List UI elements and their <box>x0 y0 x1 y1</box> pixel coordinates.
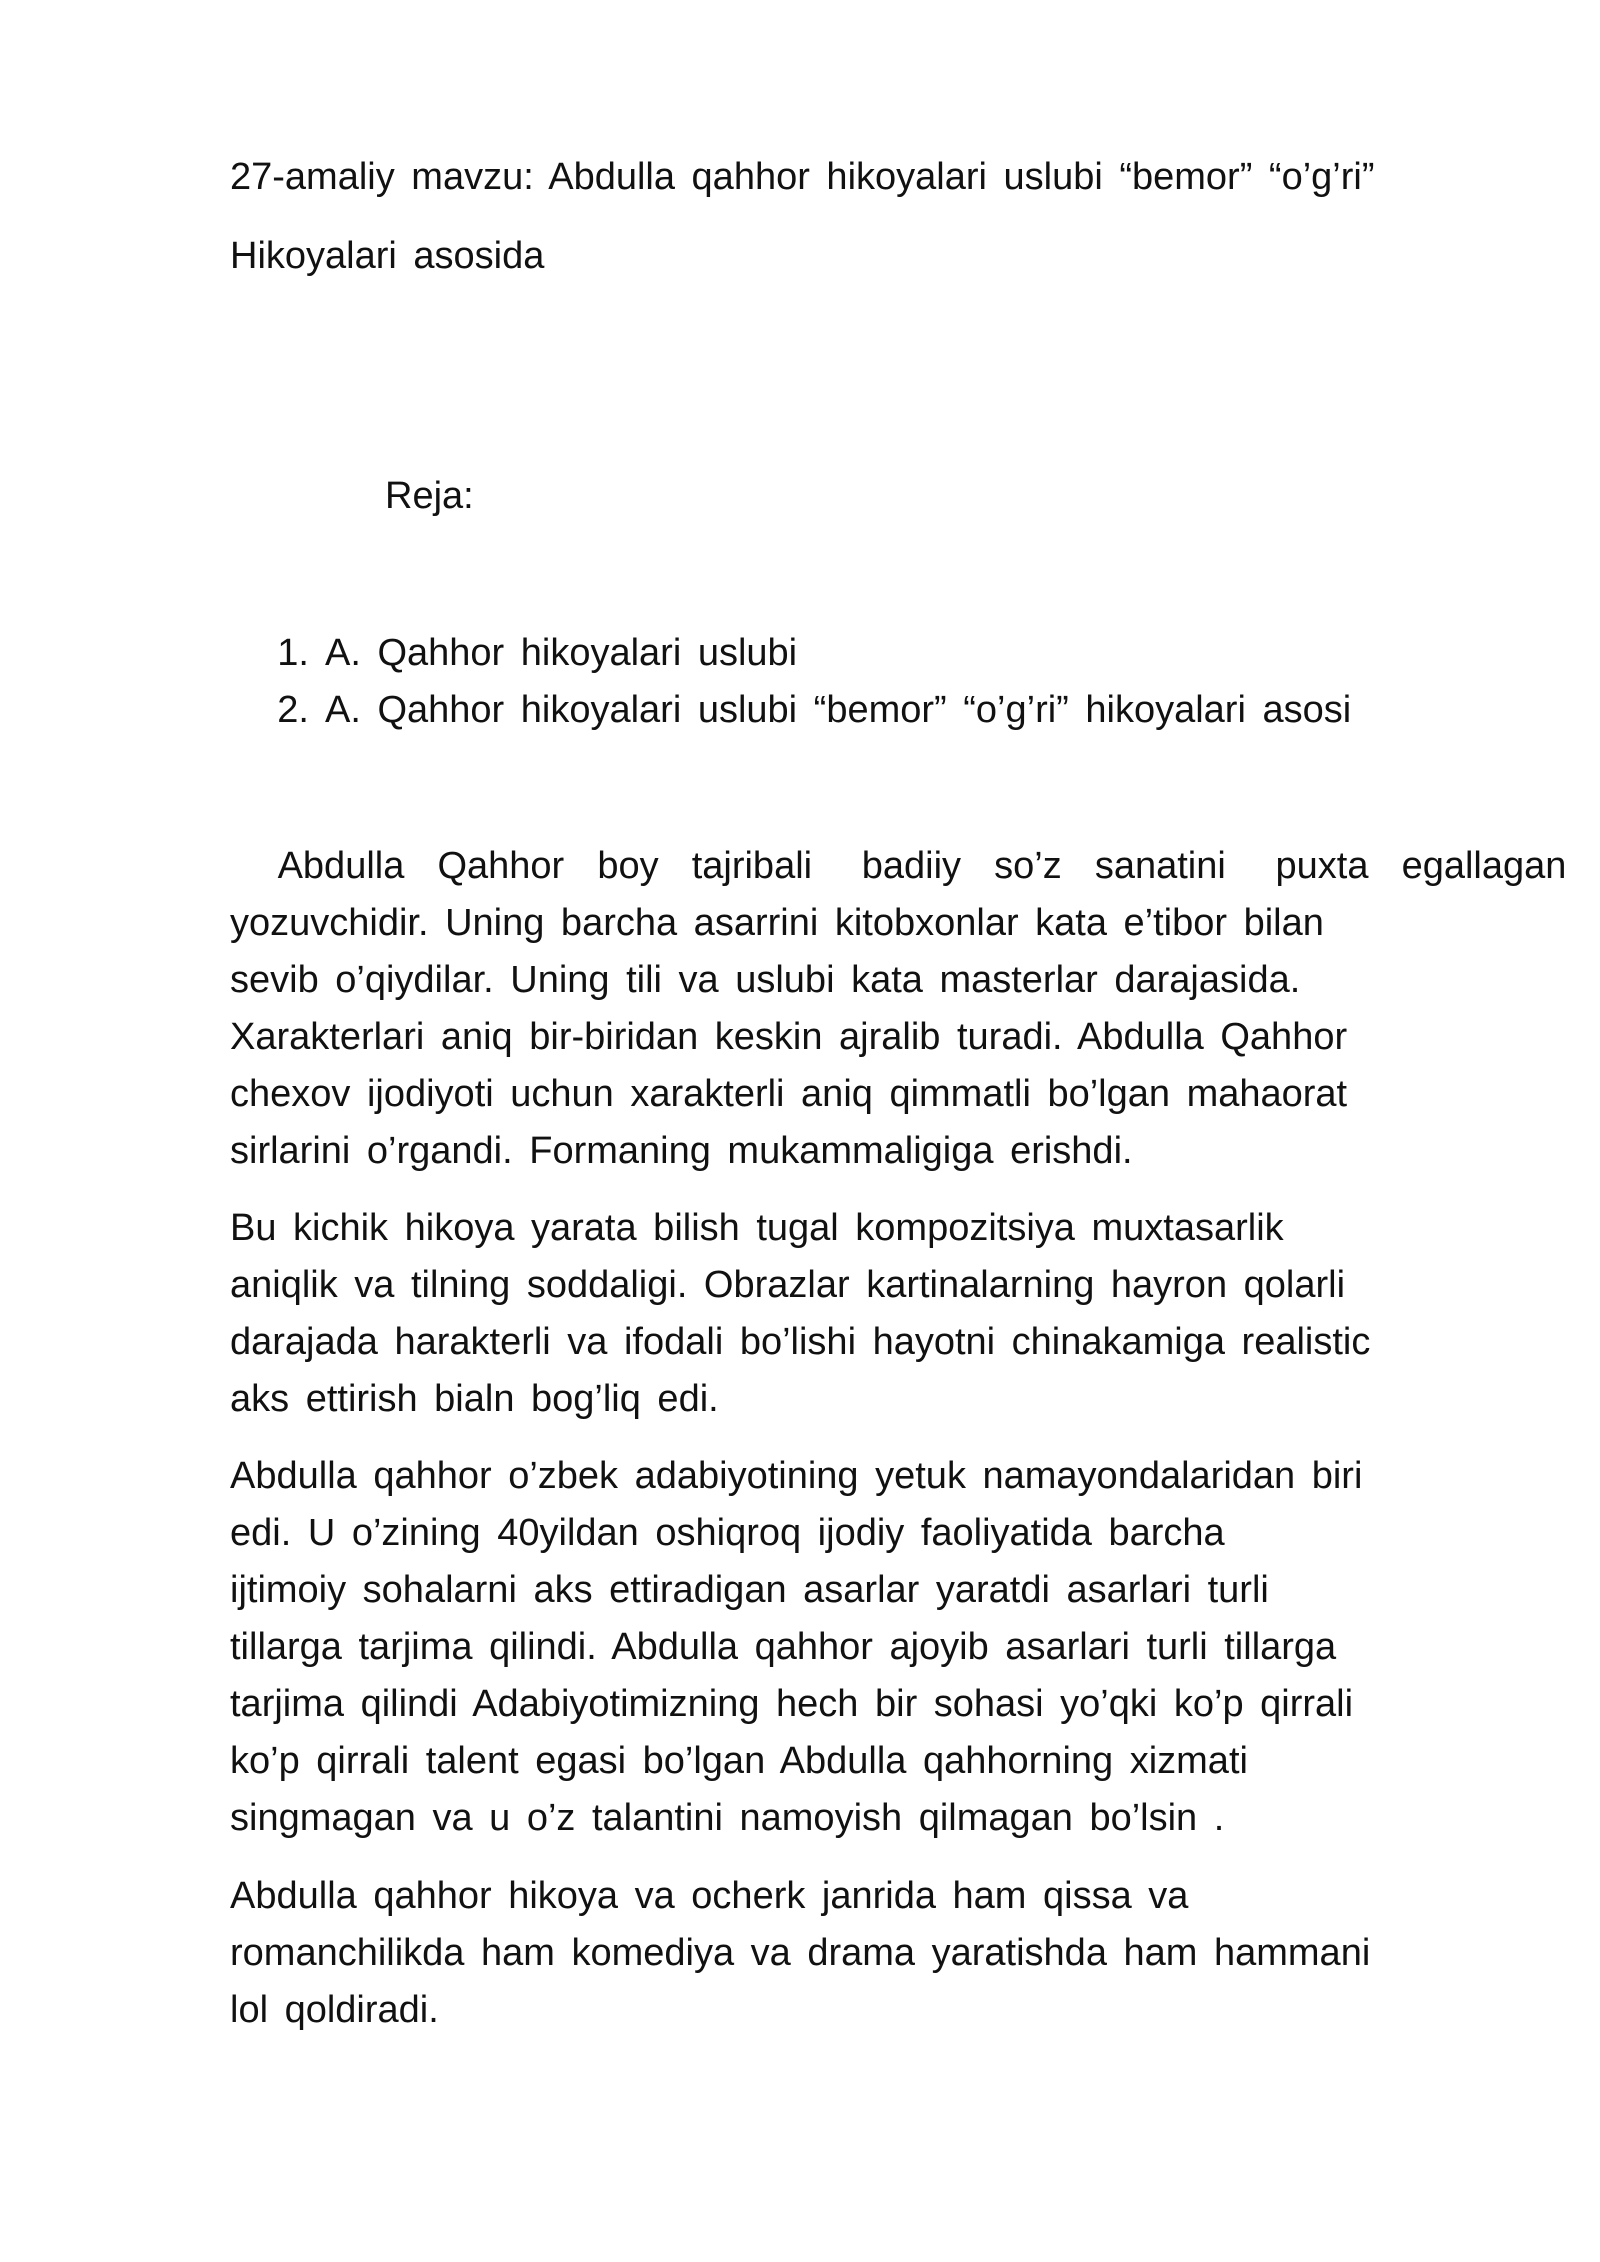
title-line: Hikoyalari asosida <box>230 235 545 277</box>
paragraph <box>230 1448 1490 1847</box>
paragraph-line: chexov ijodiyoti uchun xarakterli aniq qimmatli bo’lgan mahaorat <box>230 1073 1348 1115</box>
document-title <box>230 149 1490 307</box>
paragraph-line: sevib o’qiydilar. Uning tili va uslubi kata masterlar darajasida. <box>230 959 1301 1001</box>
paragraph-line: darajada harakterli va ifodali bo’lishi hayotni chinakamiga realistic <box>230 1321 1371 1363</box>
paragraph-line: aniqlik va tilning soddaligi. Obrazlar kartinalarning hayron qolarli <box>230 1264 1346 1306</box>
plan-item-number: 1. <box>277 632 309 674</box>
paragraph-line: lol qoldiradi. <box>230 1989 439 2031</box>
paragraph-line: ijtimoiy sohalarni aks ettiradigan asarlar yaratdi asarlari turli <box>230 1569 1269 1611</box>
paragraph <box>230 1868 1490 2039</box>
paragraph-line: Xarakterlari aniq bir-biridan keskin ajralib turadi. Abdulla Qahhor <box>230 1016 1348 1058</box>
paragraph-line: aks ettirish bialn bog’liq edi. <box>230 1378 719 1420</box>
paragraph-line: Abdulla qahhor hikoya va ocherk janrida ham qissa va <box>230 1875 1189 1917</box>
plan-item <box>230 682 1490 739</box>
paragraph-line: Bu kichik hikoya yarata bilish tugal kompozitsiya muxtasarlik <box>230 1207 1284 1249</box>
paragraph-line: romanchilikda ham komediya va drama yaratishda ham hammani <box>230 1932 1371 1974</box>
paragraph-line: Abdulla Qahhor boy tajribali badiiy so’z sanatini puxta egallagan <box>230 845 1567 887</box>
paragraph-line: singmagan va u o’z talantini namoyish qilmagan bo’lsin . <box>230 1797 1225 1839</box>
paragraph-line: Abdulla qahhor o’zbek adabiyotining yetuk namayondalaridan biri <box>230 1455 1363 1497</box>
plan-heading: Reja: <box>385 475 474 517</box>
paragraph-line: yozuvchidir. Uning barcha asarrini kitobxonlar kata e’tibor bilan <box>230 902 1324 944</box>
paragraph-line: tarjima qilindi Adabiyotimizning hech bir sohasi yo’qki ko’p qirrali <box>230 1683 1354 1725</box>
paragraph <box>230 838 1567 1180</box>
plan-item <box>230 625 1490 682</box>
plan-item-text: A. Qahhor hikoyalari uslubi <box>325 632 798 674</box>
paragraph-line: ko’p qirrali talent egasi bo’lgan Abdulla qahhorning xizmati <box>230 1740 1248 1782</box>
paragraph-line: tillarga tarjima qilindi. Abdulla qahhor ajoyib asarlari turli tillarga <box>230 1626 1337 1668</box>
title-line: 27-amaliy mavzu: Abdulla qahhor hikoyalari uslubi “bemor” “o’g’ri” <box>230 156 1375 198</box>
plan-item-text: A. Qahhor hikoyalari uslubi “bemor” “o’g’ri” hikoyalari asosi <box>325 689 1352 731</box>
paragraph-line: sirlarini o’rgandi. Formaning mukammaligiga erishdi. <box>230 1130 1133 1172</box>
plan-item-number: 2. <box>277 689 309 731</box>
paragraph-line: edi. U o’zining 40yildan oshiqroq ijodiy faoliyatida barcha <box>230 1512 1225 1554</box>
paragraph <box>230 1200 1490 1428</box>
plan-list <box>230 625 1490 739</box>
